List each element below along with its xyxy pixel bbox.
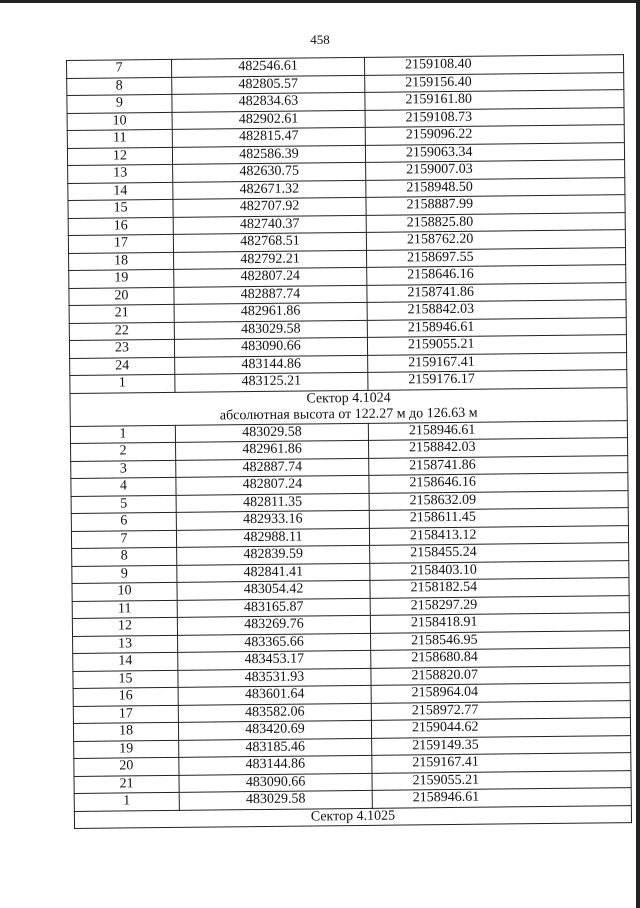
y-coordinate: 2158418.91: [370, 613, 629, 633]
x-coordinate: 483144.86: [175, 355, 368, 375]
point-number: 14: [73, 652, 178, 671]
y-coordinate: 2158646.16: [369, 473, 628, 493]
y-coordinate: 2158820.07: [371, 665, 630, 685]
x-coordinate: 482671.32: [173, 180, 366, 200]
y-coordinate: 2158972.77: [371, 700, 630, 720]
x-coordinate: 482841.41: [177, 563, 370, 583]
sector-1024-altitude: абсолютная высота от 122.27 м до 126.63 м: [70, 404, 627, 426]
x-coordinate: 483453.17: [178, 650, 371, 670]
x-coordinate: 482902.61: [172, 110, 365, 130]
point-number: 18: [69, 252, 174, 271]
x-coordinate: 483269.76: [177, 615, 370, 635]
point-number: 22: [69, 322, 174, 341]
x-coordinate: 482988.11: [176, 528, 369, 548]
x-coordinate: 482630.75: [173, 162, 366, 182]
x-coordinate: 482834.63: [172, 92, 365, 112]
point-number: 16: [73, 687, 178, 706]
x-coordinate: 483420.69: [178, 720, 371, 740]
x-coordinate: 482887.74: [176, 458, 369, 478]
table-part-1: [67, 55, 627, 393]
x-coordinate: 482815.47: [172, 127, 365, 147]
point-number: 13: [73, 635, 178, 654]
y-coordinate: 2158887.99: [366, 195, 625, 215]
y-coordinate: 2158946.61: [372, 788, 631, 808]
point-number: 8: [72, 547, 177, 566]
x-coordinate: 482740.37: [173, 215, 366, 235]
point-number: 7: [67, 59, 172, 78]
point-number: 12: [72, 617, 177, 636]
coordinates-document: [66, 55, 588, 829]
y-coordinate: 2158697.55: [367, 247, 626, 267]
point-number: 24: [70, 357, 175, 376]
y-coordinate: 2158842.03: [367, 300, 626, 320]
x-coordinate: 483054.42: [177, 580, 370, 600]
x-coordinate: 483185.46: [179, 738, 372, 758]
y-coordinate: 2158680.84: [371, 648, 630, 668]
y-coordinate: 2158946.61: [368, 420, 627, 440]
point-number: 9: [72, 565, 177, 584]
sector-1024-title: Сектор 4.1024: [70, 387, 627, 409]
y-coordinate: 2159063.34: [365, 142, 624, 162]
point-number: 10: [72, 582, 177, 601]
y-coordinate: 2158762.20: [366, 230, 625, 250]
x-coordinate: 483125.21: [175, 372, 368, 392]
x-coordinate: 482807.24: [174, 267, 367, 287]
point-number: 1: [74, 792, 179, 811]
x-coordinate: 482792.21: [174, 250, 367, 270]
x-coordinate: 483090.66: [179, 773, 372, 793]
x-coordinate: 482839.59: [177, 545, 370, 565]
point-number: 3: [71, 460, 176, 479]
page-number: 458: [310, 32, 330, 47]
point-number: 19: [69, 269, 174, 288]
y-coordinate: 2158825.80: [366, 212, 625, 232]
y-coordinate: 2159108.73: [365, 107, 624, 127]
sector-1025-title: Сектор 4.1025: [74, 805, 631, 828]
x-coordinate: 483090.66: [174, 337, 367, 357]
point-number: 8: [67, 77, 172, 96]
x-coordinate: 483582.06: [178, 703, 371, 723]
x-coordinate: 483029.58: [179, 790, 372, 810]
x-coordinate: 483029.58: [174, 320, 367, 340]
point-number: 20: [74, 757, 179, 776]
x-coordinate: 482933.16: [176, 510, 369, 530]
y-coordinate: 2159055.21: [367, 335, 626, 355]
point-number: 21: [74, 775, 179, 794]
y-coordinate: 2159055.21: [372, 770, 631, 790]
y-coordinate: 2158632.09: [369, 490, 628, 510]
y-coordinate: 2159156.40: [365, 72, 624, 92]
y-coordinate: 2159176.17: [368, 370, 627, 390]
x-coordinate: 482961.86: [176, 440, 369, 460]
x-coordinate: 482887.74: [174, 285, 367, 305]
y-coordinate: 2158741.86: [369, 455, 628, 475]
coordinates-table: [66, 54, 632, 828]
x-coordinate: 483365.66: [178, 633, 371, 653]
y-coordinate: 2159149.35: [372, 735, 631, 755]
point-number: 19: [74, 740, 179, 759]
point-number: 11: [72, 600, 177, 619]
x-coordinate: 482961.86: [174, 302, 367, 322]
x-coordinate: 482807.24: [176, 475, 369, 495]
y-coordinate: 2158611.45: [369, 508, 628, 528]
y-coordinate: 2158946.61: [367, 317, 626, 337]
point-number: 11: [67, 129, 172, 148]
x-coordinate: 482546.61: [171, 57, 364, 77]
x-coordinate: 482768.51: [173, 232, 366, 252]
point-number: 18: [73, 722, 178, 741]
y-coordinate: 2159007.03: [366, 160, 625, 180]
point-number: 7: [71, 530, 176, 549]
point-number: 16: [68, 217, 173, 236]
y-coordinate: 2159167.41: [368, 352, 627, 372]
scan-edge-top: [0, 0, 640, 3]
y-coordinate: 2158546.95: [371, 630, 630, 650]
y-coordinate: 2158403.10: [370, 560, 629, 580]
point-number: 6: [71, 512, 176, 531]
x-coordinate: 483165.87: [177, 598, 370, 618]
point-number: 5: [71, 495, 176, 514]
y-coordinate: 2159108.40: [364, 55, 623, 75]
x-coordinate: 483029.58: [175, 423, 368, 443]
y-coordinate: 2158297.29: [370, 595, 629, 615]
point-number: 1: [70, 374, 175, 393]
y-coordinate: 2158741.86: [367, 282, 626, 302]
y-coordinate: 2159161.80: [365, 90, 624, 110]
x-coordinate: 483531.93: [178, 668, 371, 688]
x-coordinate: 482805.57: [172, 75, 365, 95]
x-coordinate: 482707.92: [173, 197, 366, 217]
y-coordinate: 2158842.03: [368, 438, 627, 458]
point-number: 12: [67, 147, 172, 166]
scan-edge-right: [636, 0, 640, 908]
point-number: 9: [67, 94, 172, 113]
x-coordinate: 482811.35: [176, 493, 369, 513]
point-number: 20: [69, 287, 174, 306]
point-number: 4: [71, 477, 176, 496]
y-coordinate: 2159167.41: [372, 753, 631, 773]
y-coordinate: 2158948.50: [366, 177, 625, 197]
point-number: 15: [68, 199, 173, 218]
y-coordinate: 2158413.12: [369, 525, 628, 545]
point-number: 15: [73, 670, 178, 689]
point-number: 17: [68, 234, 173, 253]
x-coordinate: 483144.86: [179, 755, 372, 775]
y-coordinate: 2158964.04: [371, 683, 630, 703]
y-coordinate: 2158182.54: [370, 578, 629, 598]
point-number: 21: [69, 304, 174, 323]
x-coordinate: 483601.64: [178, 685, 371, 705]
point-number: 10: [67, 112, 172, 131]
y-coordinate: 2158455.24: [370, 543, 629, 563]
point-number: 1: [70, 425, 175, 444]
y-coordinate: 2158646.16: [367, 265, 626, 285]
y-coordinate: 2159096.22: [365, 125, 624, 145]
point-number: 13: [68, 164, 173, 183]
point-number: 14: [68, 182, 173, 201]
point-number: 17: [73, 705, 178, 724]
x-coordinate: 482586.39: [172, 145, 365, 165]
table-part-2: [70, 420, 631, 811]
point-number: 23: [69, 339, 174, 358]
point-number: 2: [71, 442, 176, 461]
y-coordinate: 2159044.62: [371, 718, 630, 738]
